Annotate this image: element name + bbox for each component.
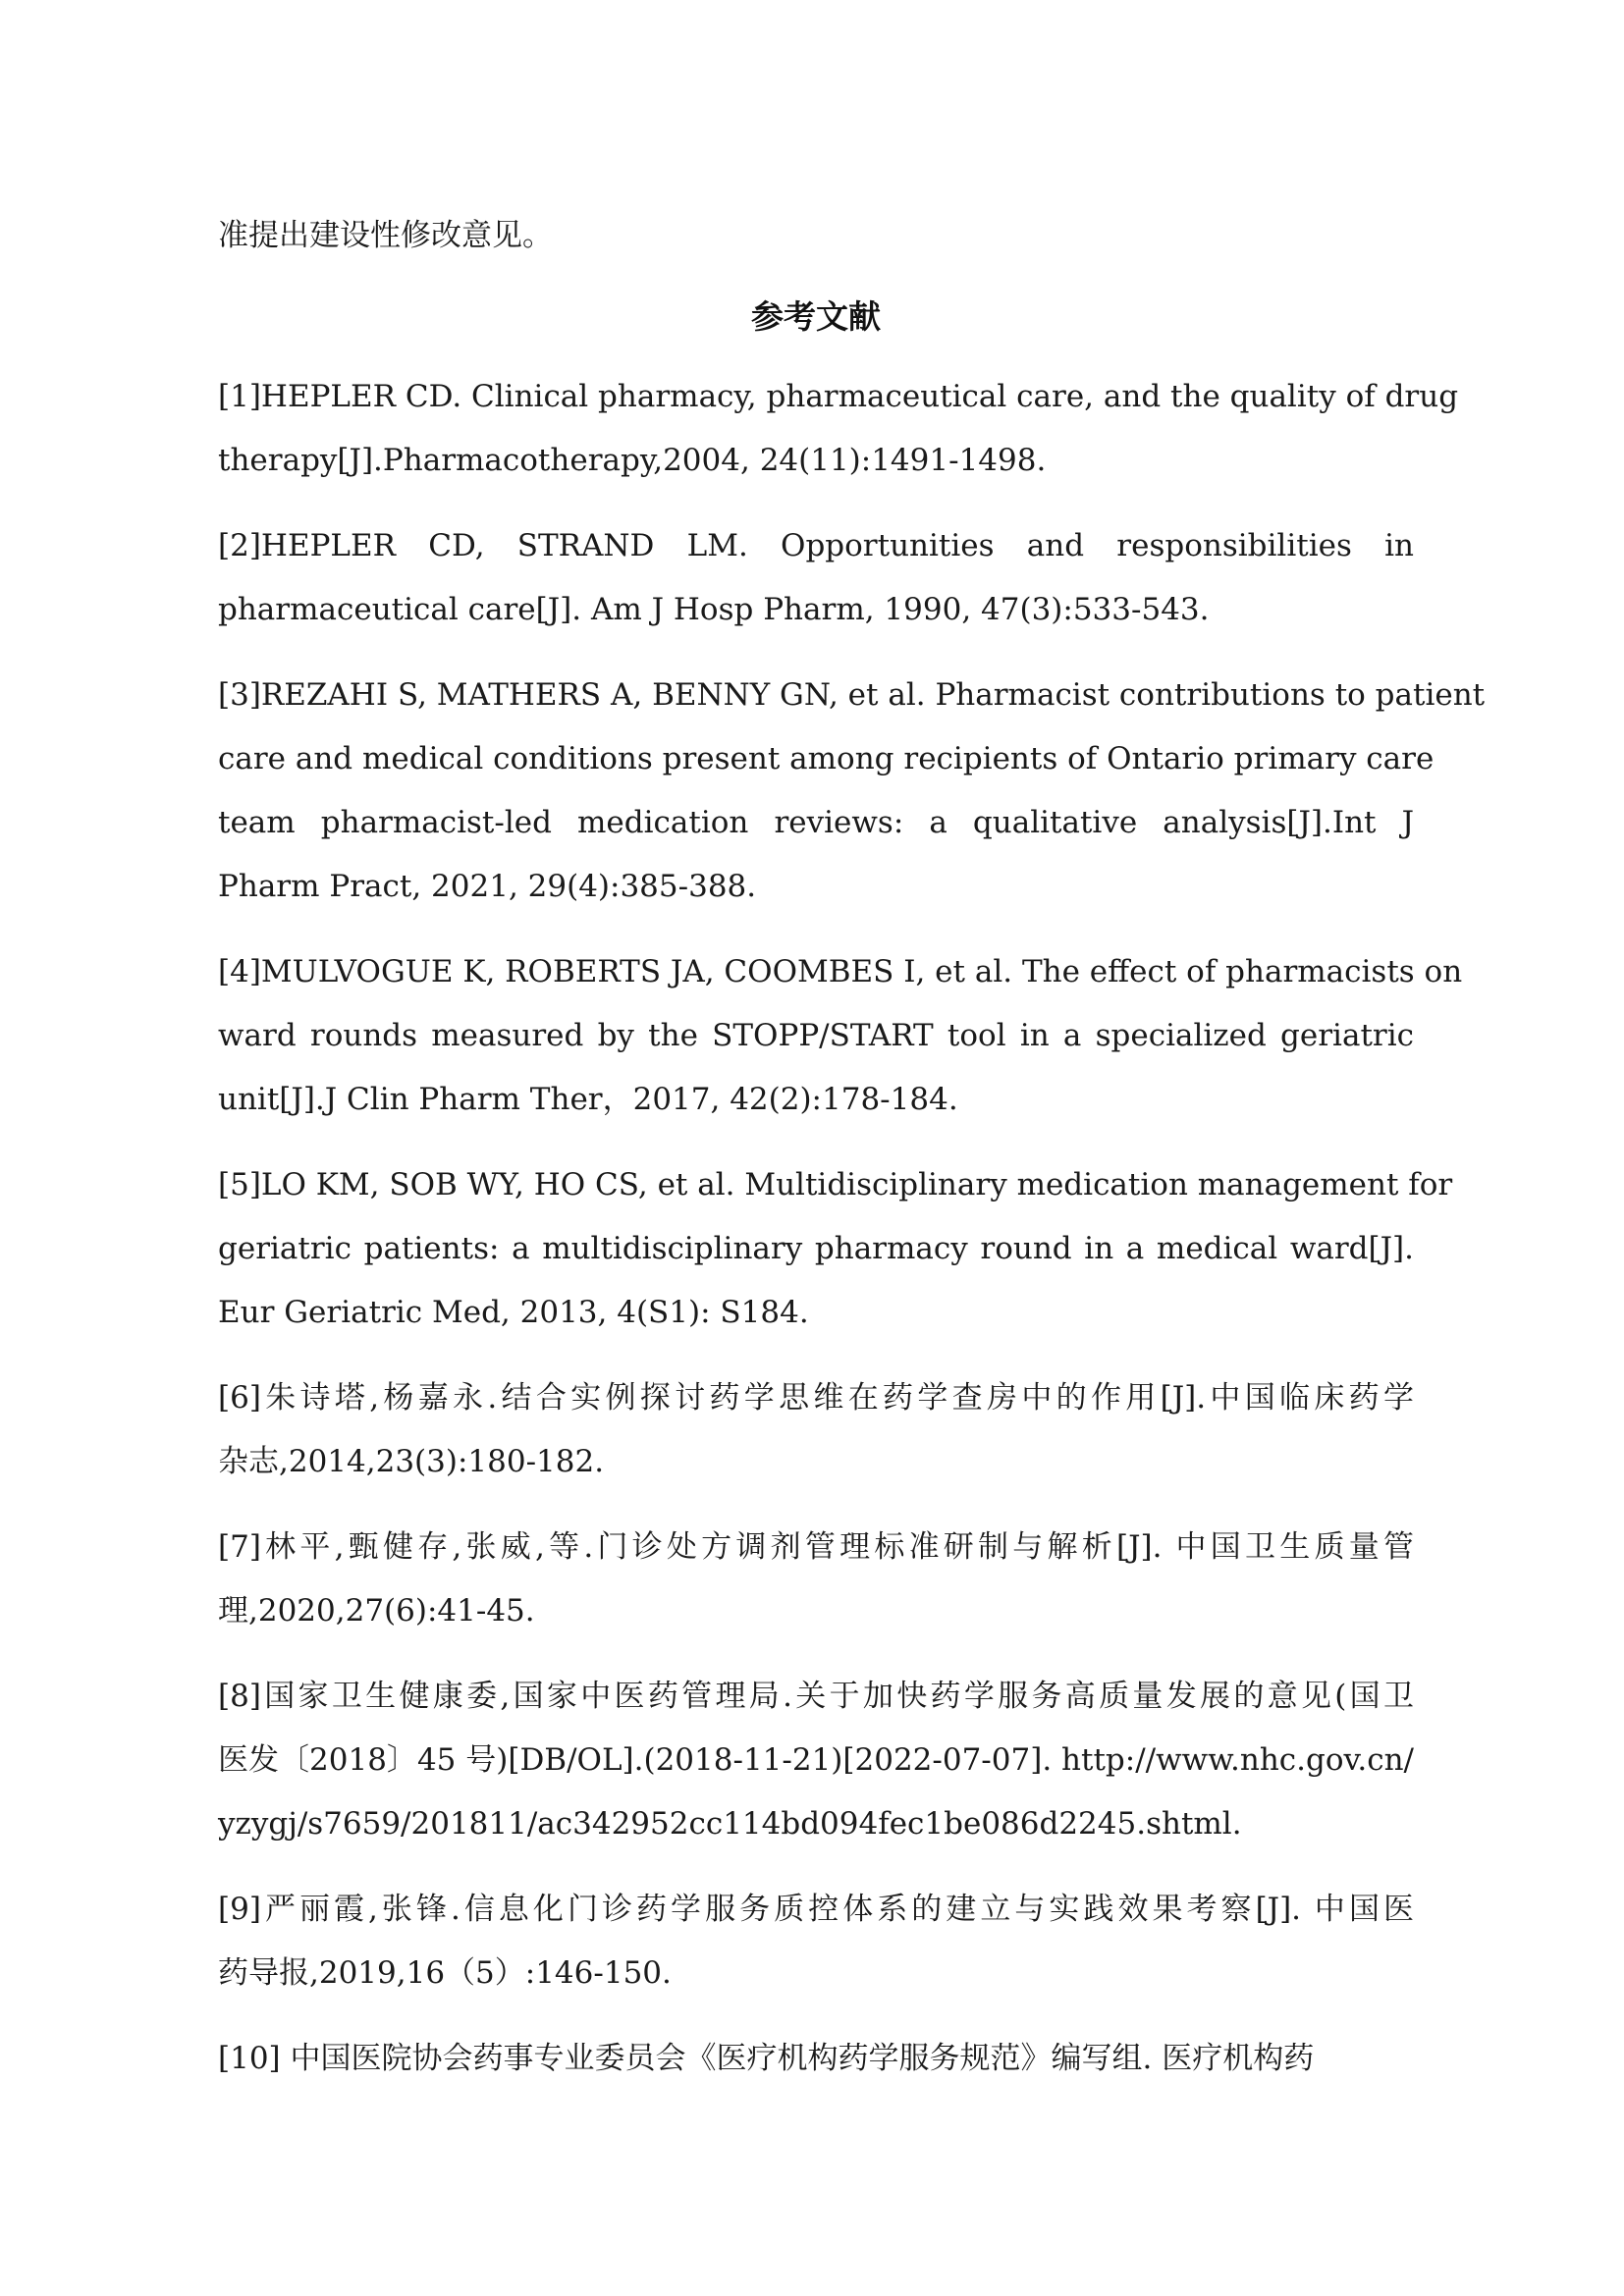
reference-line: yzygj/s7659/201811/ac342952cc114bd094fec1be086d2245.shtml.	[218, 1806, 1242, 1842]
reference-entry	[218, 1665, 1414, 1856]
body-text-line: 准提出建设性修改意见。	[218, 218, 553, 253]
reference-line: 医发〔2018〕45 号)[DB/OL].(2018-11-21)[2022-07-07]. http://www.nhc.gov.cn/	[218, 1742, 1414, 1778]
reference-line: 理,2020,27(6):41-45.	[218, 1593, 535, 1629]
reference-line: care and medical conditions present among recipients of Ontario primary care	[218, 741, 1435, 776]
reference-line: [4]MULVOGUE K, ROBERTS JA, COOMBES I, et al. The effect of pharmacists on	[218, 954, 1463, 989]
reference-line: [1]HEPLER CD. Clinical pharmacy, pharmaceutical care, and the quality of drug	[218, 379, 1459, 414]
reference-entry	[218, 1366, 1414, 1494]
reference-line: [6]朱诗塔,杨嘉永.结合实例探讨药学思维在药学查房中的作用[J].中国临床药学	[218, 1380, 1414, 1415]
reference-entry	[218, 1516, 1414, 1643]
reference-entry	[218, 664, 1486, 919]
reference-entry	[218, 514, 1414, 642]
reference-line: Eur Geriatric Med, 2013, 4(S1): S184.	[218, 1295, 809, 1330]
reference-line: pharmaceutical care[J]. Am J Hosp Pharm, 1990, 47(3):533-543.	[218, 592, 1210, 627]
reference-line: [10] 中国医院协会药事专业委员会《医疗机构药学服务规范》编写组. 医疗机构药	[218, 2041, 1315, 2076]
reference-line: ward rounds measured by the STOPP/START tool in a specialized geriatric	[218, 1018, 1414, 1053]
reference-line: [3]REZAHI S, MATHERS A, BENNY GN, et al. Pharmacist contributions to patient	[218, 677, 1486, 713]
reference-line: [2]HEPLER CD, STRAND LM. Opportunities and responsibilities in	[218, 528, 1414, 563]
reference-entry	[218, 1878, 1414, 2005]
reference-line: team pharmacist-led medication reviews: a qualitative analysis[J].Int J	[218, 805, 1414, 840]
reference-entry	[218, 365, 1459, 493]
reference-line: [8]国家卫生健康委,国家中医药管理局.关于加快药学服务高质量发展的意见(国卫	[218, 1679, 1414, 1714]
reference-line: [7]林平,甄健存,张威,等.门诊处方调剂管理标准研制与解析[J]. 中国卫生质量管	[218, 1529, 1414, 1565]
reference-line: [5]LO KM, SOB WY, HO CS, et al. Multidisciplinary medication management for	[218, 1167, 1453, 1202]
reference-entry	[218, 2027, 1414, 2091]
reference-line: Pharm Pract, 2021, 29(4):385-388.	[218, 869, 757, 904]
page-content	[218, 204, 1486, 2112]
reference-line: 杂志,2014,23(3):180-182.	[218, 1444, 605, 1479]
reference-line: 药导报,2019,16（5）:146-150.	[218, 1955, 672, 1991]
reference-line: [9]严丽霞,张锋.信息化门诊药学服务质控体系的建立与实践效果考察[J]. 中国医	[218, 1892, 1414, 1927]
reference-line: therapy[J].Pharmacotherapy,2004, 24(11):1491-1498.	[218, 443, 1047, 478]
reference-list	[218, 365, 1486, 2091]
reference-line: unit[J].J Clin Pharm Ther，2017, 42(2):178-184.	[218, 1082, 958, 1117]
reference-entry	[218, 1153, 1453, 1345]
references-heading: 参考文献	[751, 297, 881, 336]
reference-line: geriatric patients: a multidisciplinary pharmacy round in a medical ward[J].	[218, 1231, 1414, 1266]
reference-entry	[218, 940, 1463, 1132]
